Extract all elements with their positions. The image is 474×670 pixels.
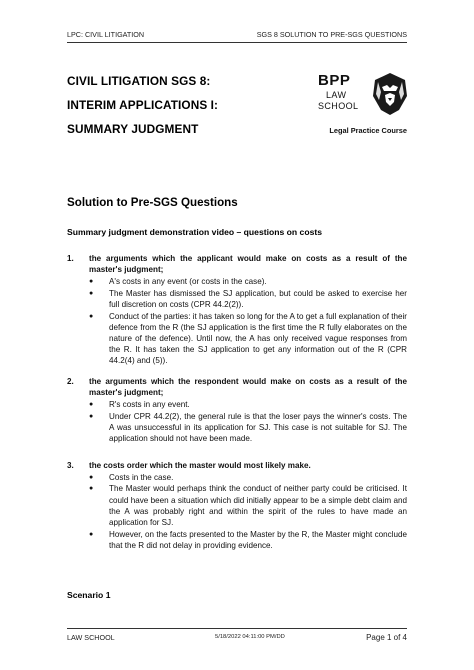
page-header [67,30,407,42]
logo-law-text: LAW [326,90,347,100]
bullet-icon: ● [89,289,94,297]
list-item [89,399,407,410]
header-document-label: SGS 8 SOLUTION TO PRE-SGS QUESTIONS [256,30,407,39]
question-section-3 [67,460,407,551]
list-item-text: The Master would perhaps think the conduct of neither party could be criticised. It could have been a situation which did initially appear to be a simple debt claim and the A was probably right and within the spirit of the rules to have made an application for SJ. [109,484,407,528]
footer-school-label: LAW SCHOOL [67,633,115,642]
question-section-1 [67,253,407,367]
question-number: 3. [67,461,74,470]
list-item [89,411,407,445]
list-item-text: Costs in the case. [109,472,174,482]
list-item [89,529,407,551]
page-number: Page 1 of 4 [366,633,407,642]
title-line-2: INTERIM APPLICATIONS I: [67,98,219,112]
course-label: Legal Practice Course [329,126,407,135]
title-line-1: CIVIL LITIGATION SGS 8: [67,74,211,88]
list-item-text: Conduct of the parties: it has taken so long for the A to get a full explanation of their defence from the R (the SJ application is the first time the R fully elaborates on the nature of the defence). Until now, the A has only received vague responses from the R. It has taken the SJ application to get any information out of the R (CPR 44.2(4) and (5)). [109,311,407,366]
question-text: the arguments which the applicant would make on costs as a result of the master's judgment; [89,254,407,275]
bullet-icon: ● [89,277,94,285]
list-item [89,311,407,367]
list-item-text: The Master has dismissed the SJ application, but could be asked to exercise her full discretion on costs (CPR 44.2(2)). [109,288,407,309]
answer-list [89,276,407,367]
list-item [89,472,407,483]
list-item [89,276,407,287]
logo-school-text: SCHOOL [318,101,359,111]
lion-head-icon [372,72,408,116]
bpp-law-school-logo [318,72,408,120]
header-course-label: LPC: CIVIL LITIGATION [67,30,145,39]
answer-list [89,399,407,444]
footer-divider [67,628,407,629]
list-item-text: Under CPR 44.2(2), the general rule is that the loser pays the winner's costs. The A was unsuccessful in its application for SJ. This case is not suitable for SJ. The application should not have been made. [109,411,407,444]
bullet-icon: ● [89,400,94,408]
list-item [89,288,407,310]
title-line-3: SUMMARY JUDGMENT [67,122,199,136]
question-text: the arguments which the respondent would make on costs as a result of the master's judgment; [89,377,407,398]
bullet-icon: ● [89,312,94,320]
question-text: the costs order which the master would most likely make. [89,461,311,470]
question-number: 1. [67,254,74,263]
section-subheading: Summary judgment demonstration video – questions on costs [67,227,322,237]
section-heading: Solution to Pre-SGS Questions [67,196,238,209]
bullet-icon: ● [89,412,94,420]
answer-list [89,472,407,551]
question-section-2 [67,376,407,444]
bullet-icon: ● [89,530,94,538]
list-item-text: R's costs in any event. [109,399,190,409]
header-divider [67,42,407,43]
logo-bpp-text: BPP [318,72,351,89]
bullet-icon: ● [89,473,94,481]
list-item-text: However, on the facts presented to the Master by the R, the Master might conclude that the R did not delay in providing evidence. [109,529,407,550]
scenario-heading: Scenario 1 [67,590,111,600]
page-footer [67,633,407,645]
list-item-text: A's costs in any event (or costs in the case). [109,276,267,286]
list-item [89,483,407,528]
question-number: 2. [67,377,74,386]
bullet-icon: ● [89,485,94,493]
footer-timestamp: 5/18/2022 04:11:00 PM/DD [215,633,285,640]
